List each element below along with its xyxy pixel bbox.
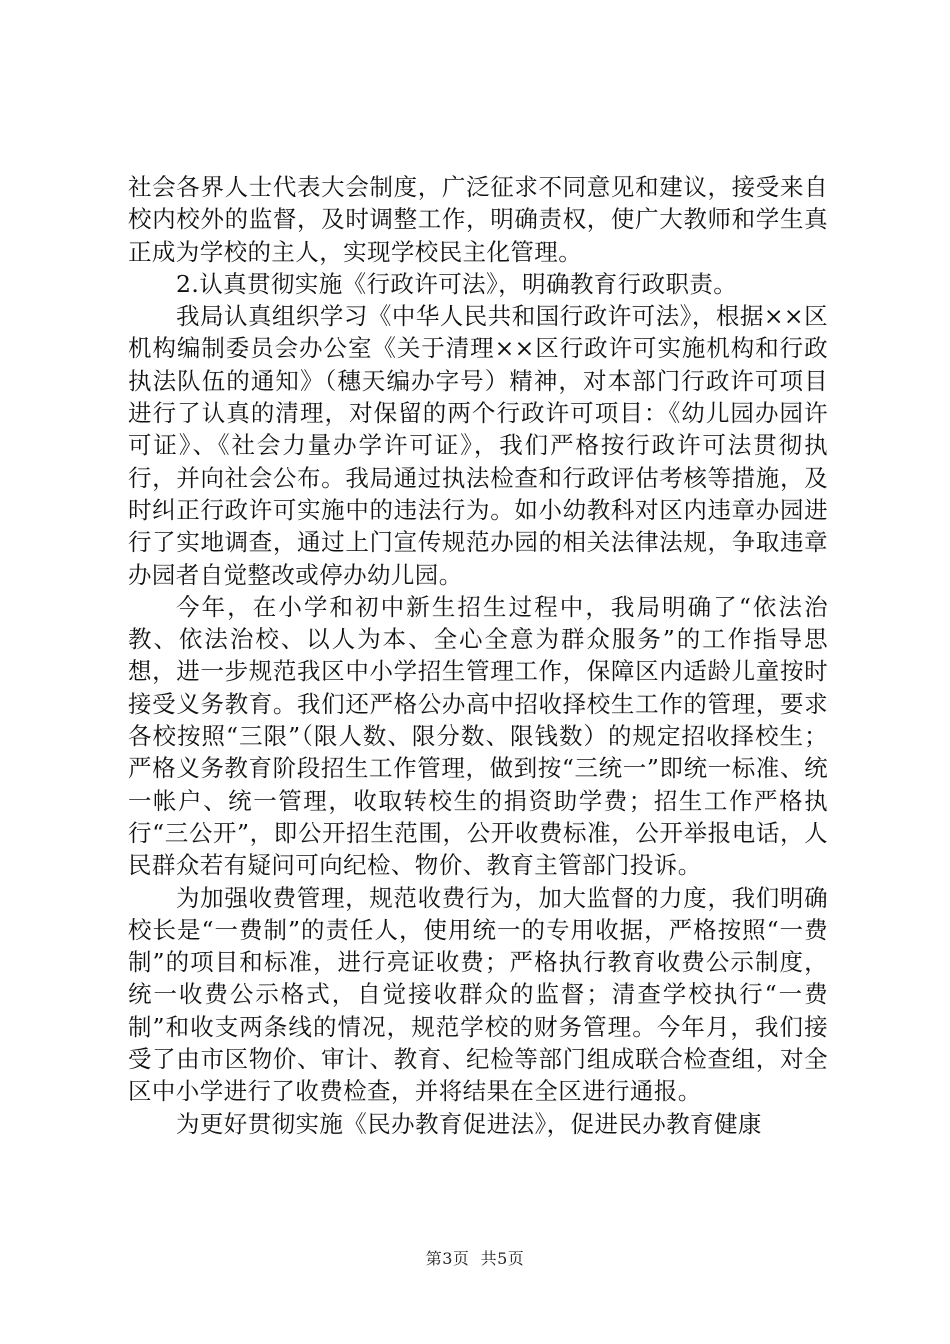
page-number-label: 第3页 共5页: [425, 1249, 525, 1268]
paragraph: 我局认真组织学习《中华人民共和国行政许可法》，根据××区机构编制委员会办公室《关于清理××区行政许可实施机构和行政执法队伍的通知》（穗天编办字号）精神，对本部门行政许可项目进行了认真的清理，对保留的两个行政许可项目：《幼儿园办园许可证》、《社会力量办学许可证》，我们严格按行政许可法贯彻执行，并向社会公布。我局通过执法检查和行政评估考核等措施，及时纠正行政许可实施中的违法行为。如小幼教科对区内违章办园进行了实地调查，通过上门宣传规范办园的相关法律法规，争取违章办园者自觉整改或停办幼儿园。: [128, 302, 828, 589]
section-heading: 2.认真贯彻实施《行政许可法》，明确教育行政职责。: [176, 269, 738, 298]
page-footer: [0, 1246, 950, 1269]
document-body: [128, 171, 828, 1140]
paragraph: 社会各界人士代表大会制度，广泛征求不同意见和建议，接受来自校内校外的监督，及时调整工作，明确责权，使广大教师和学生真正成为学校的主人，实现学校民主化管理。: [128, 173, 828, 266]
paragraph: 为更好贯彻实施《民办教育促进法》，促进民办教育健康: [176, 1109, 762, 1138]
paragraph: 为加强收费管理，规范收费行为，加大监督的力度，我们明确校长是“一费制”的责任人，使用统一的专用收据，严格按照“一费制”的项目和标准，进行亮证收费；严格执行教育收费公示制度，统一收费公示格式，自觉接收群众的监督；清查学校执行“一费制”和收支两条线的情况，规范学校的财务管理。今年月，我们接受了由市区物价、审计、教育、纪检等部门组成联合检查组，对全区中小学进行了收费检查，并将结果在全区进行通报。: [128, 883, 828, 1106]
paragraph: 今年，在小学和初中新生招生过程中，我局明确了“依法治教、依法治校、以人为本、全心全意为群众服务”的工作指导思想，进一步规范我区中小学招生管理工作，保障区内适龄儿童按时接受义务教育。我们还严格公办高中招收择校生工作的管理，要求各校按照“三限”（限人数、限分数、限钱数）的规定招收择校生；严格义务教育阶段招生工作管理，做到按“三统一”即统一标准、统一帐户、统一管理，收取转校生的捐资助学费；招生工作严格执行“三公开”，即公开招生范围，公开收费标准，公开举报电话，人民群众若有疑问可向纪检、物价、教育主管部门投诉。: [128, 592, 828, 880]
